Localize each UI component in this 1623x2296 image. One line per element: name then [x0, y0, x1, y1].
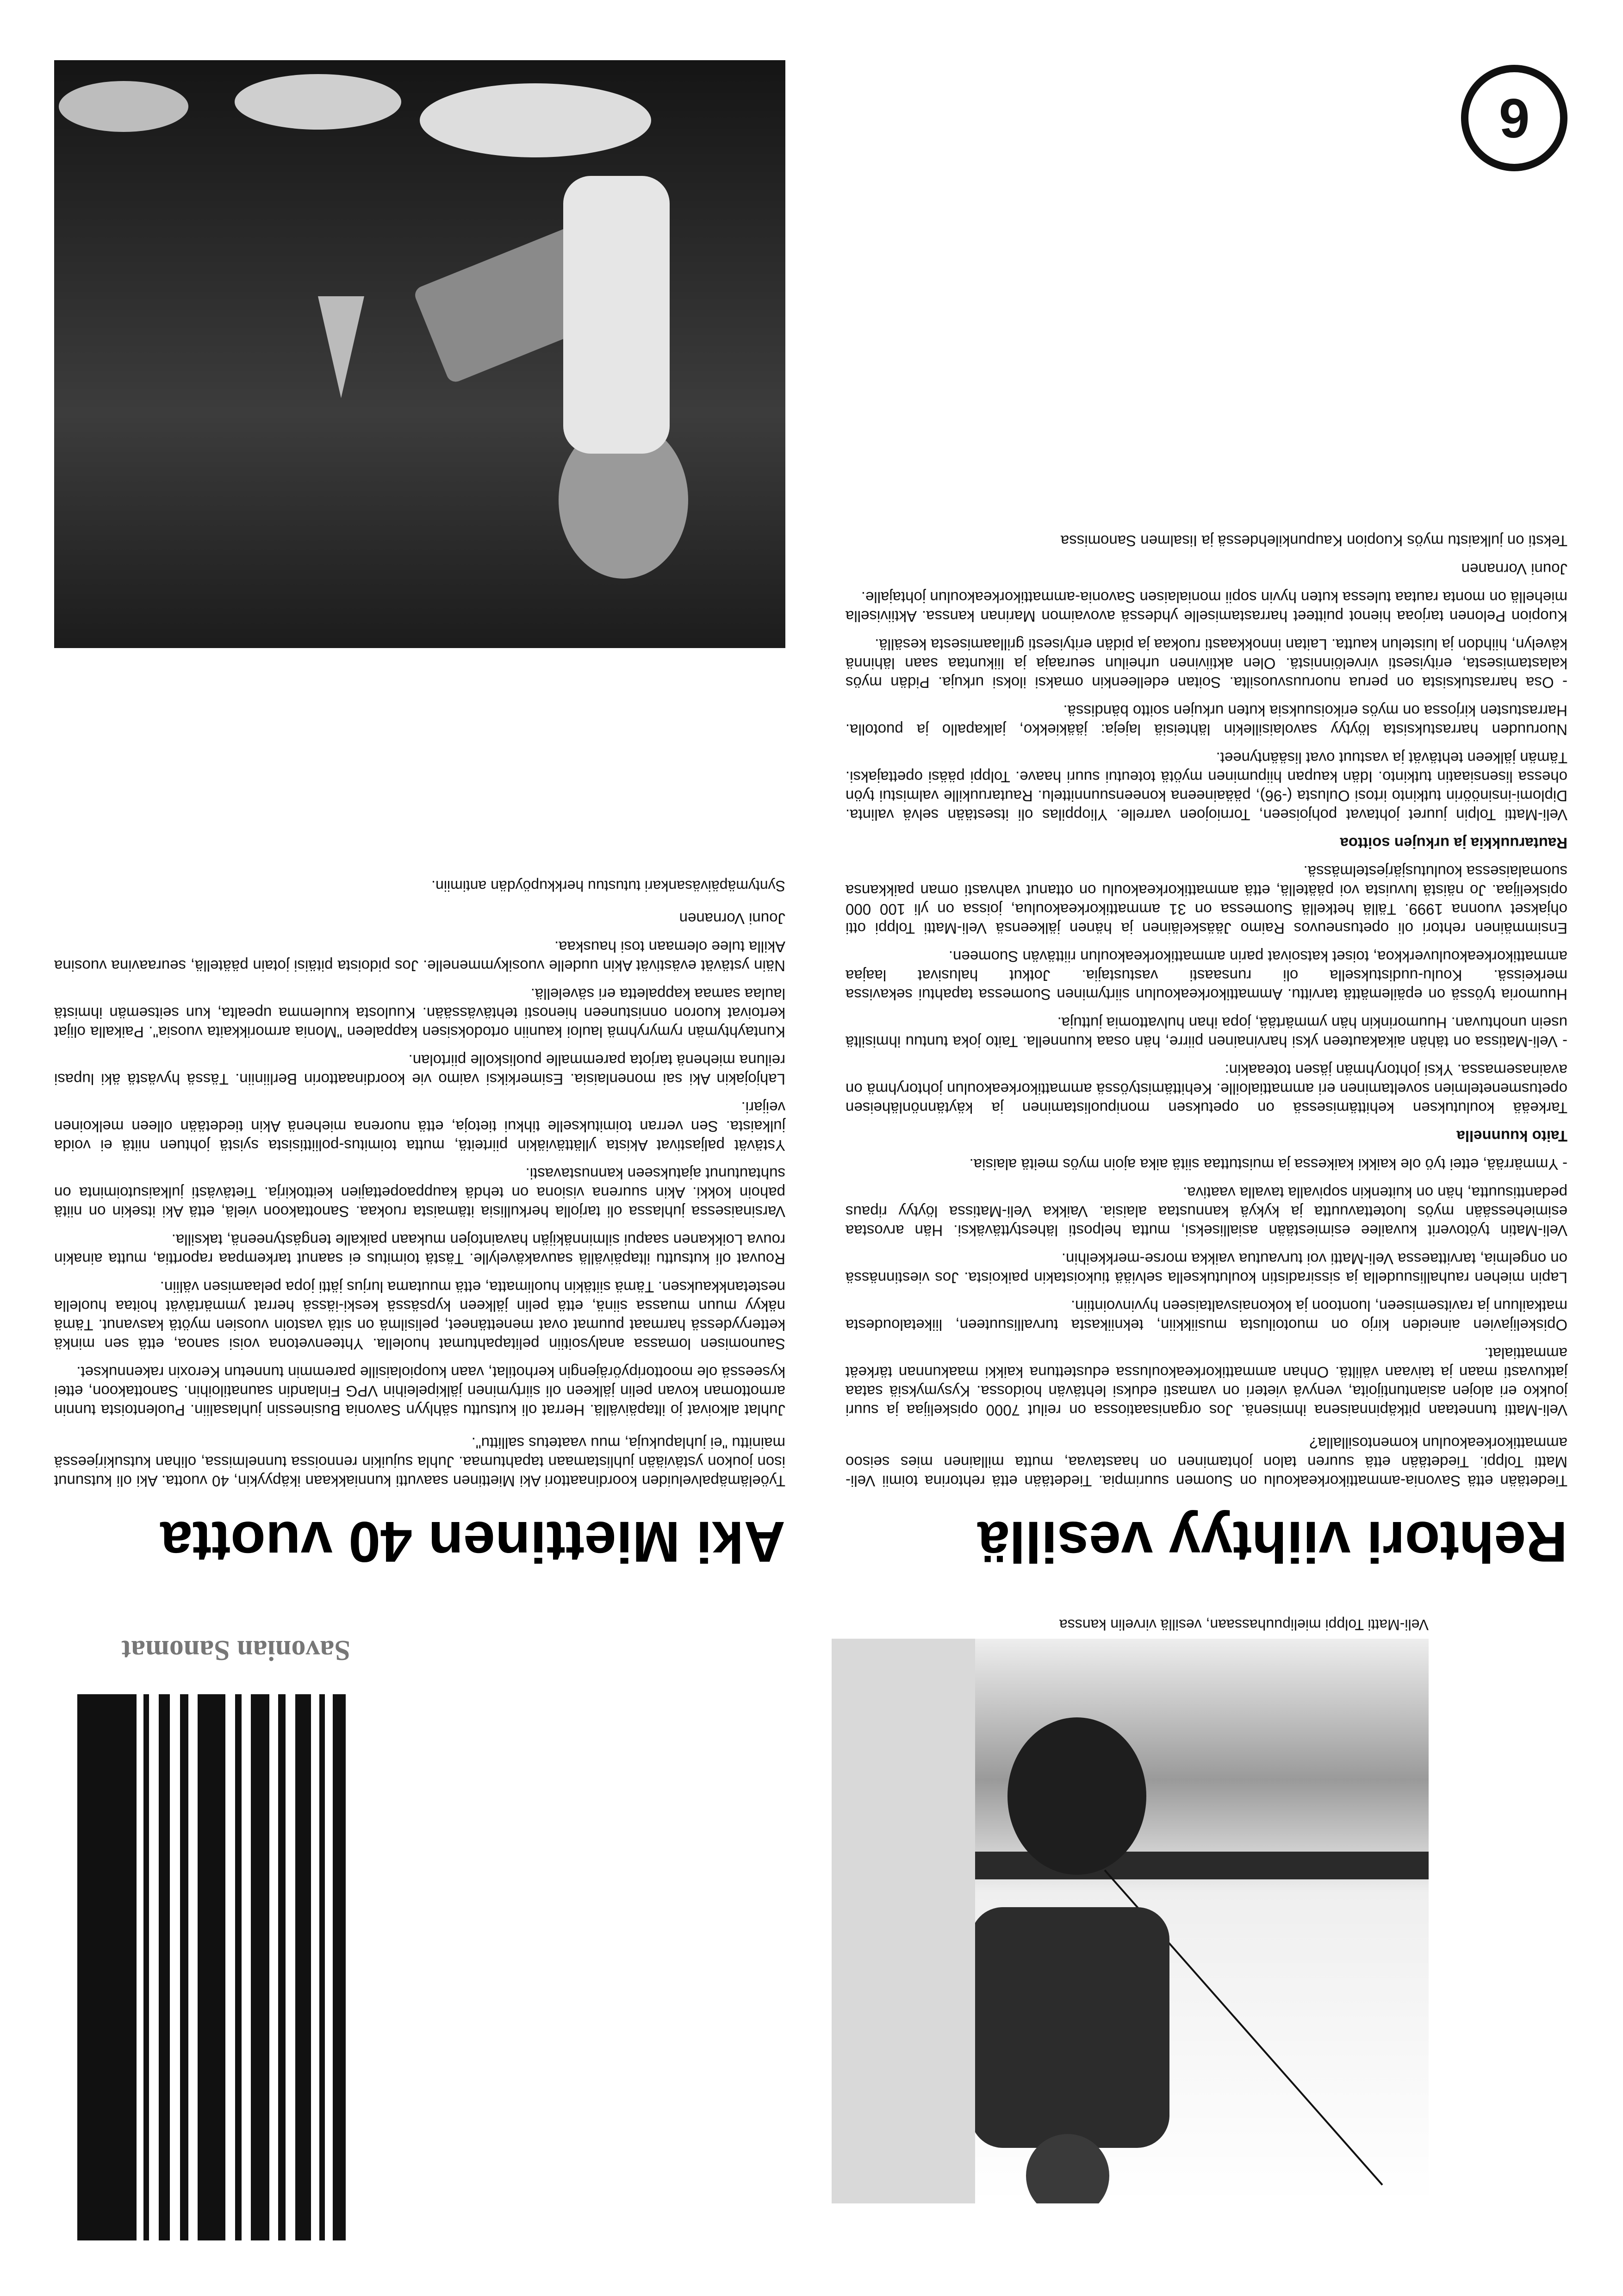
page-number-badge	[1461, 65, 1567, 171]
paragraph: - Ymmärrää, ettei työ ole kaikki kaikessa ja muistuttaa siitä aika ajoin myös meitä alaisia.	[969, 1156, 1567, 1173]
article-aki	[54, 877, 785, 1574]
paragraph: Lapin miehen rauhallisuudella ja sissiradistin koulutuksella selviää tiukoistakin paikoista. Jos viestinnässä on ongelmia, tarvittaessa Veli-Matti voi turvautua vaikka morse-merkkeihin.	[846, 1250, 1567, 1286]
masthead: Savonian Sanomat	[121, 1635, 350, 1666]
byline: Jouni Vornanen	[1461, 561, 1567, 578]
page-number: 6	[1499, 87, 1530, 149]
paragraph: Veli-Matti tunnetaan pitkäpinnaisena ihmisenä. Jos organisaatiossa on reilut 7000 opiskelijaa ja suuri joukko eri alojen asiantuntijoita, venyvä vieteri on vamasti eduksi lehtävän hoidossa. Kysymyksiä sataa jatkuvasti maan ja taivaan väliltä. Onhan ammattikorkeakoulussa edustettuna kaikki maakunnan tärkeät ammattialat.	[846, 1345, 1567, 1419]
article-headline: Rehtori viihtyy vesillä	[977, 1510, 1567, 1573]
paragraph: Ensimmäinen rehtori oli opetusneuvos Raimo Jääskeläinen ja hänen jälkeensä Veli-Matti Tolppi otti ohjakset vuonna 1999. Tällä hetkellä Suomessa on 31 ammattikorkeakoulua, joissa on yli 100 000 opiskelijaa. Jo näistä luvuista voi päätellä, että ammattikorkeakoulu on ottanut vahvasti oman paikkansa suomalaisessa koulutusjärjestelmässä.	[846, 863, 1567, 937]
paragraph: - Osa harrastuksista on perua nuoruusvuosilta. Soitan edelleenkin omaksi iloksi urkuja. Pidän myös kalastamisesta, erityisesti virvelöinnistä. Olen aktiivinen urheilun seuraaja ja liikuntaa saan lähinnä kävelyn, hiihdon ja luistelun kautta. Laitan innokkaasti ruokaa ja pidän erityisesti grillaamisesta kesällä.	[846, 636, 1567, 691]
photo-illustration	[832, 1639, 1429, 2203]
article-rehtori	[846, 522, 1567, 1574]
photo-rector-fishing	[832, 1639, 1429, 2203]
photo-birthday-buffet	[54, 60, 785, 648]
paragraph: Nuoruuden harrastuksista löytyy savolaisillekin lähteisiä lajeja: jääkiekko, jalkapallo ja puotolla. Harrastusten kirjossa on myös erikoisuuksia kuten urkujen soitto bändissä.	[846, 702, 1567, 738]
photo-caption: Veli-Matti Tolppi mielipuuhassaan, vesillä virvelin kanssa	[1059, 1616, 1429, 1633]
paragraph: Tarkeää koulutuksen kehittämisessä on opetuksen monipuolistaminen ja käytännönläheisen opetusmenetelmien soveltaminen eri ammattialoille. Kehittämistyössä ammattikorkeakoulun johtoryhmä on avainasemassa. Yksi johtoryhmän jäsen toteaakin:	[846, 1061, 1567, 1117]
paragraph: Näin ystävät evästivät Akin uudelle vuosikymmenelle. Jos pidoista pitäisi jotain päätellä, seuraavina vuosina Akilla tulee olemaan tosi hauskaa.	[54, 938, 785, 974]
paragraph: Lahjojakin Aki sai monenlaisia. Esimerkiksi vaimo vie koordinaattorin Berliiniin. Tässä hyvästä äki lupasi reiluna miehenä tarjota paremmalle puoliskolle piirtolan.	[54, 1052, 785, 1088]
article-body	[54, 909, 785, 1420]
paragraph: Varsinaisessa juhlassa oli tarjolla herkullisia itämaista ruokaa. Sanottakoon vielä, että Aki itsekin on niitä pahoin kokki. Akin suurena visiona on tehdä kauppaopettajien keittokirja. Tietävästi julkaisutoiminta on suhtautunut ajatukseen kannustavasti.	[54, 1165, 785, 1220]
article-headline: Aki Miettinen 40 vuotta	[160, 1510, 785, 1573]
paragraph: Huumoria työssä on epäilemättä tarvittu. Ammattikorkeakoulun siirtyminen Suomessa tapahtui sekavissa merkeissä. Koulu-uudistuksella oli runsaasti vastustajia. Jotkut halusivat laajaa ammattikorkeakouluverkkoa, toiset katsoivat parin ammattikorkeakoulun riittävän Suomeen.	[846, 948, 1567, 1003]
paragraph: Juhlat alkoivat jo iltapäivällä. Herrat oli kutsuttu sählyyn Savonia Businessin juhlasaliin. Puolentoista tunnin armottoman kovan pelin jälkeen oli siirtyminen jälkipeleihin VPG Finlandin saunatiloihin. Sanottakoon, ettei kyseessä ole moottoripyöräjengin kerhotilat, vaan kuopiolaisille paremmin tunnetun Keroxin rakennukset.	[54, 1364, 785, 1419]
subheading: Taito kuunnella	[1456, 1128, 1567, 1145]
paragraph: Veli-Matti Tolpin juuret johtavat pohjoiseen, Torniojoen varrelle. Ylioppilas oli itsestään selvä valinta. Diplomi-insinöörin tutkinto irtosi Oulusta (-96), pääaineena koneensuunnittelu. Rautaruukille valmistui työn ohessa lisensiaatin tutkinto. Idän kaupan hiipuminen myötä toteutui suuri haave. Tolppi pääsi opettajaksi. Tämän jälkeen tehtävät ja vastuut ovat lisääntyneet.	[846, 749, 1567, 824]
footnote: Teksti on julkaistu myös Kuopion Kaupunkilehdessä ja Iisalmen Sanomissa	[1060, 532, 1567, 549]
paragraph: Saunomisen lomassa analysoitiin pelitapahtumat huolella. Yhteenvetona voisi sanoa, että sen minkä ketteryydessä harmaat puumat ovat menettäneet, pelisilmä on sitä vastoin vuosien myötä kasvanut. Tämä näkyy muun muassa siinä, että pelin jälkeen kypsässä keski-iässä herrat ymmärtävät hoitaa huolella nestetankkauksen. Tämä siitäkin huolimatta, että muutama lurjus jätti jopa pelaamisen väliin.	[54, 1279, 785, 1353]
paragraph: Kuntayhtymän rymyryhmä lauloi kauniin ortodoksisen kappaleen "Monia armorikkaita vuosia". Paikalla olijat kertoivat kuoron onnistuneen hienosti tehtävässään. Kuulosta kuulemma upealta, kun seitsemän ihmistä laulaa samaa kappaletta eri sävelellä.	[54, 986, 785, 1041]
article-body	[846, 531, 1567, 1420]
photo-illustration	[54, 60, 785, 648]
article-lead: Työelämäpalveluiden koordinaattori Aki Miettinen saavutti kunniakkaan ikäpyykin, 40 vuotta. Aki oli kutsunut ison joukon ystäviään juhlistamaan tapahtumaa. Juhla sujuikin rennoissa tunnelmissa, olihan kutsukirjeessä mainittu "ei juhlapukuja, muu vaatetus sallittu".	[54, 1435, 785, 1490]
paragraph: Kuopion Pelonen tarjoaa hienot puitteet harrastamiselle yhdessä avovaimon Marinan kanssa. Aktiivisella miehellä on monta rautaa tulessa kuten hyvin sopii monialaisen Savonia-ammattikorkeakoulun johtajalle.	[846, 589, 1567, 625]
paragraph: Veli-Matin työtoverit kuvailee esimiestään asialliseksi, mutta helposti lähestyttäväksi. Hän arvostaa esimiehessään myös luotettavuutta ja kykyä kannustaa alaisia. Vaikka Veli-Matissa löytyy ripaus pedanttisuutta, hän on kuitenkin sopivalla tavalla vaativa.	[846, 1184, 1567, 1239]
article-lead: Tiedetään että Savonia-ammattikorkeakoulu on Suomen suurimpia. Tiedetään että rehtorina toimii Veli-Matti Tolppi. Tiedetään että suuren talon johtaminen on haastavaa, mutta millainen mies seisoo ammattikorkeakoulun komentosillalla?	[846, 1435, 1567, 1490]
photo-caption: Syntymäpäiväsankari tutustuu herkkupöydän antimiin.	[431, 878, 785, 894]
paragraph: Ystävät paljastivat Akista yllättäviäkin piirteitä, mutta toimitus-poliittisista syistä johtuen niitä ei voida julkaista. Sen verran toimitukselle tihkui tietoja, että nuorena miehenä Akin tiedetään olleen melkoinen veijari.	[54, 1099, 785, 1154]
paragraph: Opiskelijavien aineiden kirjo on muotoilusta musiikkiin, tekniikasta turvallisuuteen, liiketaloudesta matkailuun ja ravitsemiseen, luontoon ja kokonaisvaltaiseen hyvinvointiin.	[846, 1298, 1567, 1334]
paragraph: Rouvat oli kutsuttu iltapäivällä sauvakävelylle. Tästä toimitus ei saanut tarkempaa raporttia, mutta ainakin rouva Loikkanen saapui silminnäkijän havaintojen mukaan paikalle tengästyneenä, taksilla.	[54, 1231, 785, 1267]
byline: Jouni Vornanen	[679, 910, 785, 927]
subheading: Rautaruukkia ja urkujen soittoa	[1340, 835, 1567, 852]
barcode-stripes	[54, 1694, 350, 2240]
paragraph: - Veli-Matissa on tähän aikakauteen yksi harvinainen piirre, hän osaa kuunnella. Taito joka tuntuu ihmisiltä usein unohtuvan. Huumorinkin hän ymmärtää, jopa ihan hulvattomia juttuja.	[846, 1014, 1567, 1050]
